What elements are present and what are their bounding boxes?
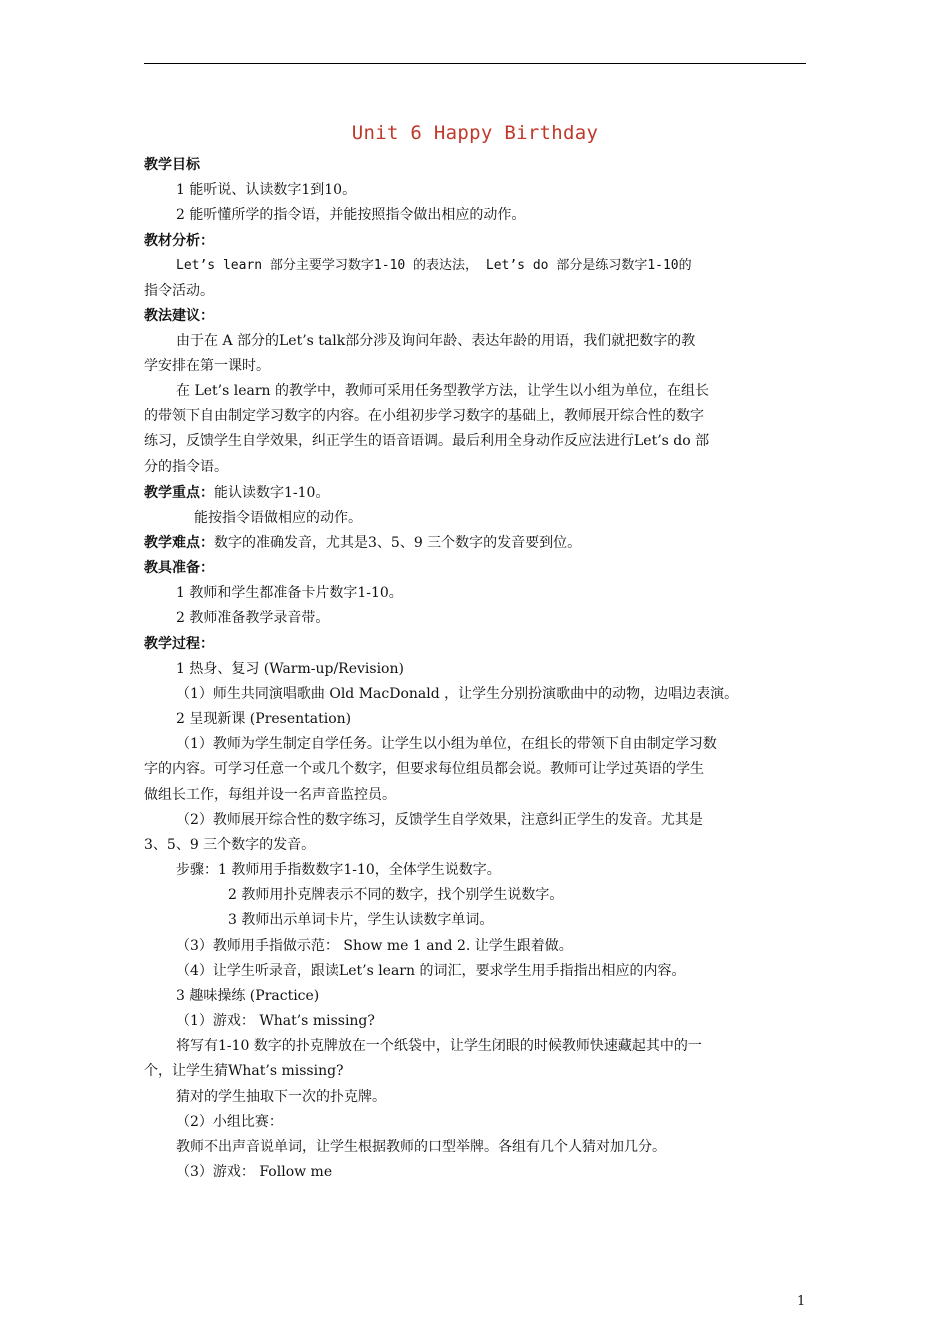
body-line: 2 教师准备教学录音带。 [176,610,330,626]
body-line: 分的指令语。 [144,459,228,475]
body-line: 练习，反馈学生自学效果，纠正学生的语音语调。最后利用全身动作反应法进行Let’s do 部 [144,433,710,449]
heading-key-points: 教学重点： [144,485,214,501]
body-line: 1 教师和学生都准备卡片数字1-10。 [176,585,403,601]
body-line: 2 能听懂所学的指令语，并能按照指令做出相应的动作。 [176,207,526,223]
body-line: 由于在 A 部分的Let’s talk部分涉及询问年龄、表达年龄的用语，我们就把数字的教 [176,333,696,349]
body-line: 个，让学生猜What’s missing? [144,1063,344,1079]
body-line: 学安排在第一课时。 [144,358,270,374]
page-number: 1 [797,1294,806,1309]
heading-materials: 教具准备： [144,560,214,576]
body-line: 2 呈现新课 (Presentation) [176,711,352,727]
body-line: （3）游戏： Follow me [176,1164,333,1180]
body-line: （2）小组比赛： [176,1114,283,1130]
body-line: （1）游戏： What’s missing? [176,1013,375,1029]
body-line: （1）师生共同演唱歌曲 Old MacDonald ，让学生分别扮演歌曲中的动物，边唱边表演。 [176,686,739,702]
document-title: Unit 6 Happy Birthday [351,122,599,144]
body-line: 能按指令语做相应的动作。 [194,510,362,526]
body-line: 3、5、9 三个数字的发音。 [144,837,316,853]
body-line: 的带领下自由制定学习数字的内容。在小组初步学习数字的基础上，教师展开综合性的数字 [144,408,704,424]
body-line: 能认读数字1-10。 [214,485,330,501]
body-line: Let’s learn 部分主要学习数字1-10 的表达法， Let’s do 部分是练习数字1-10的 [176,258,692,273]
body-line: 1 能听说、认读数字1到10。 [176,182,357,198]
body-line: 指令活动。 [144,283,214,299]
body-line: 在 Let’s learn 的教学中，教师可采用任务型教学方法，让学生以小组为单位，在组长 [176,383,710,399]
heading-method: 教法建议： [144,308,214,324]
body-line: （3）教师用手指做示范： Show me 1 and 2. 让学生跟着做。 [176,938,573,954]
body-line: 将写有1-10 数字的扑克牌放在一个纸袋中，让学生闭眼的时候教师快速藏起其中的一 [176,1038,702,1054]
header-rule [144,63,806,64]
heading-process: 教学过程： [144,636,214,652]
heading-material-analysis: 教材分析： [144,233,214,249]
body-line: 2 教师用扑克牌表示不同的数字，找个别学生说数字。 [228,887,564,903]
body-line: （4）让学生听录音，跟读Let’s learn 的词汇，要求学生用手指指出相应的内容。 [176,963,686,979]
body-line: 猜对的学生抽取下一次的扑克牌。 [176,1089,386,1105]
heading-difficulties: 教学难点： [144,535,214,551]
body-line: 字的内容。可学习任意一个或几个数字，但要求每位组员都会说。教师可让学过英语的学生 [144,761,704,777]
body-line: 1 热身、复习 (Warm-up/Revision) [176,661,404,677]
body-line: （2）教师展开综合性的数字练习，反馈学生自学效果，注意纠正学生的发音。尤其是 [176,812,703,828]
body-line: 数字的准确发音，尤其是3、5、9 三个数字的发音要到位。 [214,535,582,551]
body-line: 教师不出声音说单词，让学生根据教师的口型举牌。各组有几个人猜对加几分。 [176,1139,666,1155]
body-line: （1）教师为学生制定自学任务。让学生以小组为单位，在组长的带领下自由制定学习数 [176,736,717,752]
body-line: 步骤：1 教师用手指数数字1-10，全体学生说数字。 [176,862,501,878]
heading-objectives: 教学目标 [144,157,200,173]
body-line: 3 趣味操练 (Practice) [176,988,320,1004]
body-line: 3 教师出示单词卡片，学生认读数字单词。 [228,912,494,928]
body-line: 做组长工作，每组并设一名声音监控员。 [144,787,396,803]
